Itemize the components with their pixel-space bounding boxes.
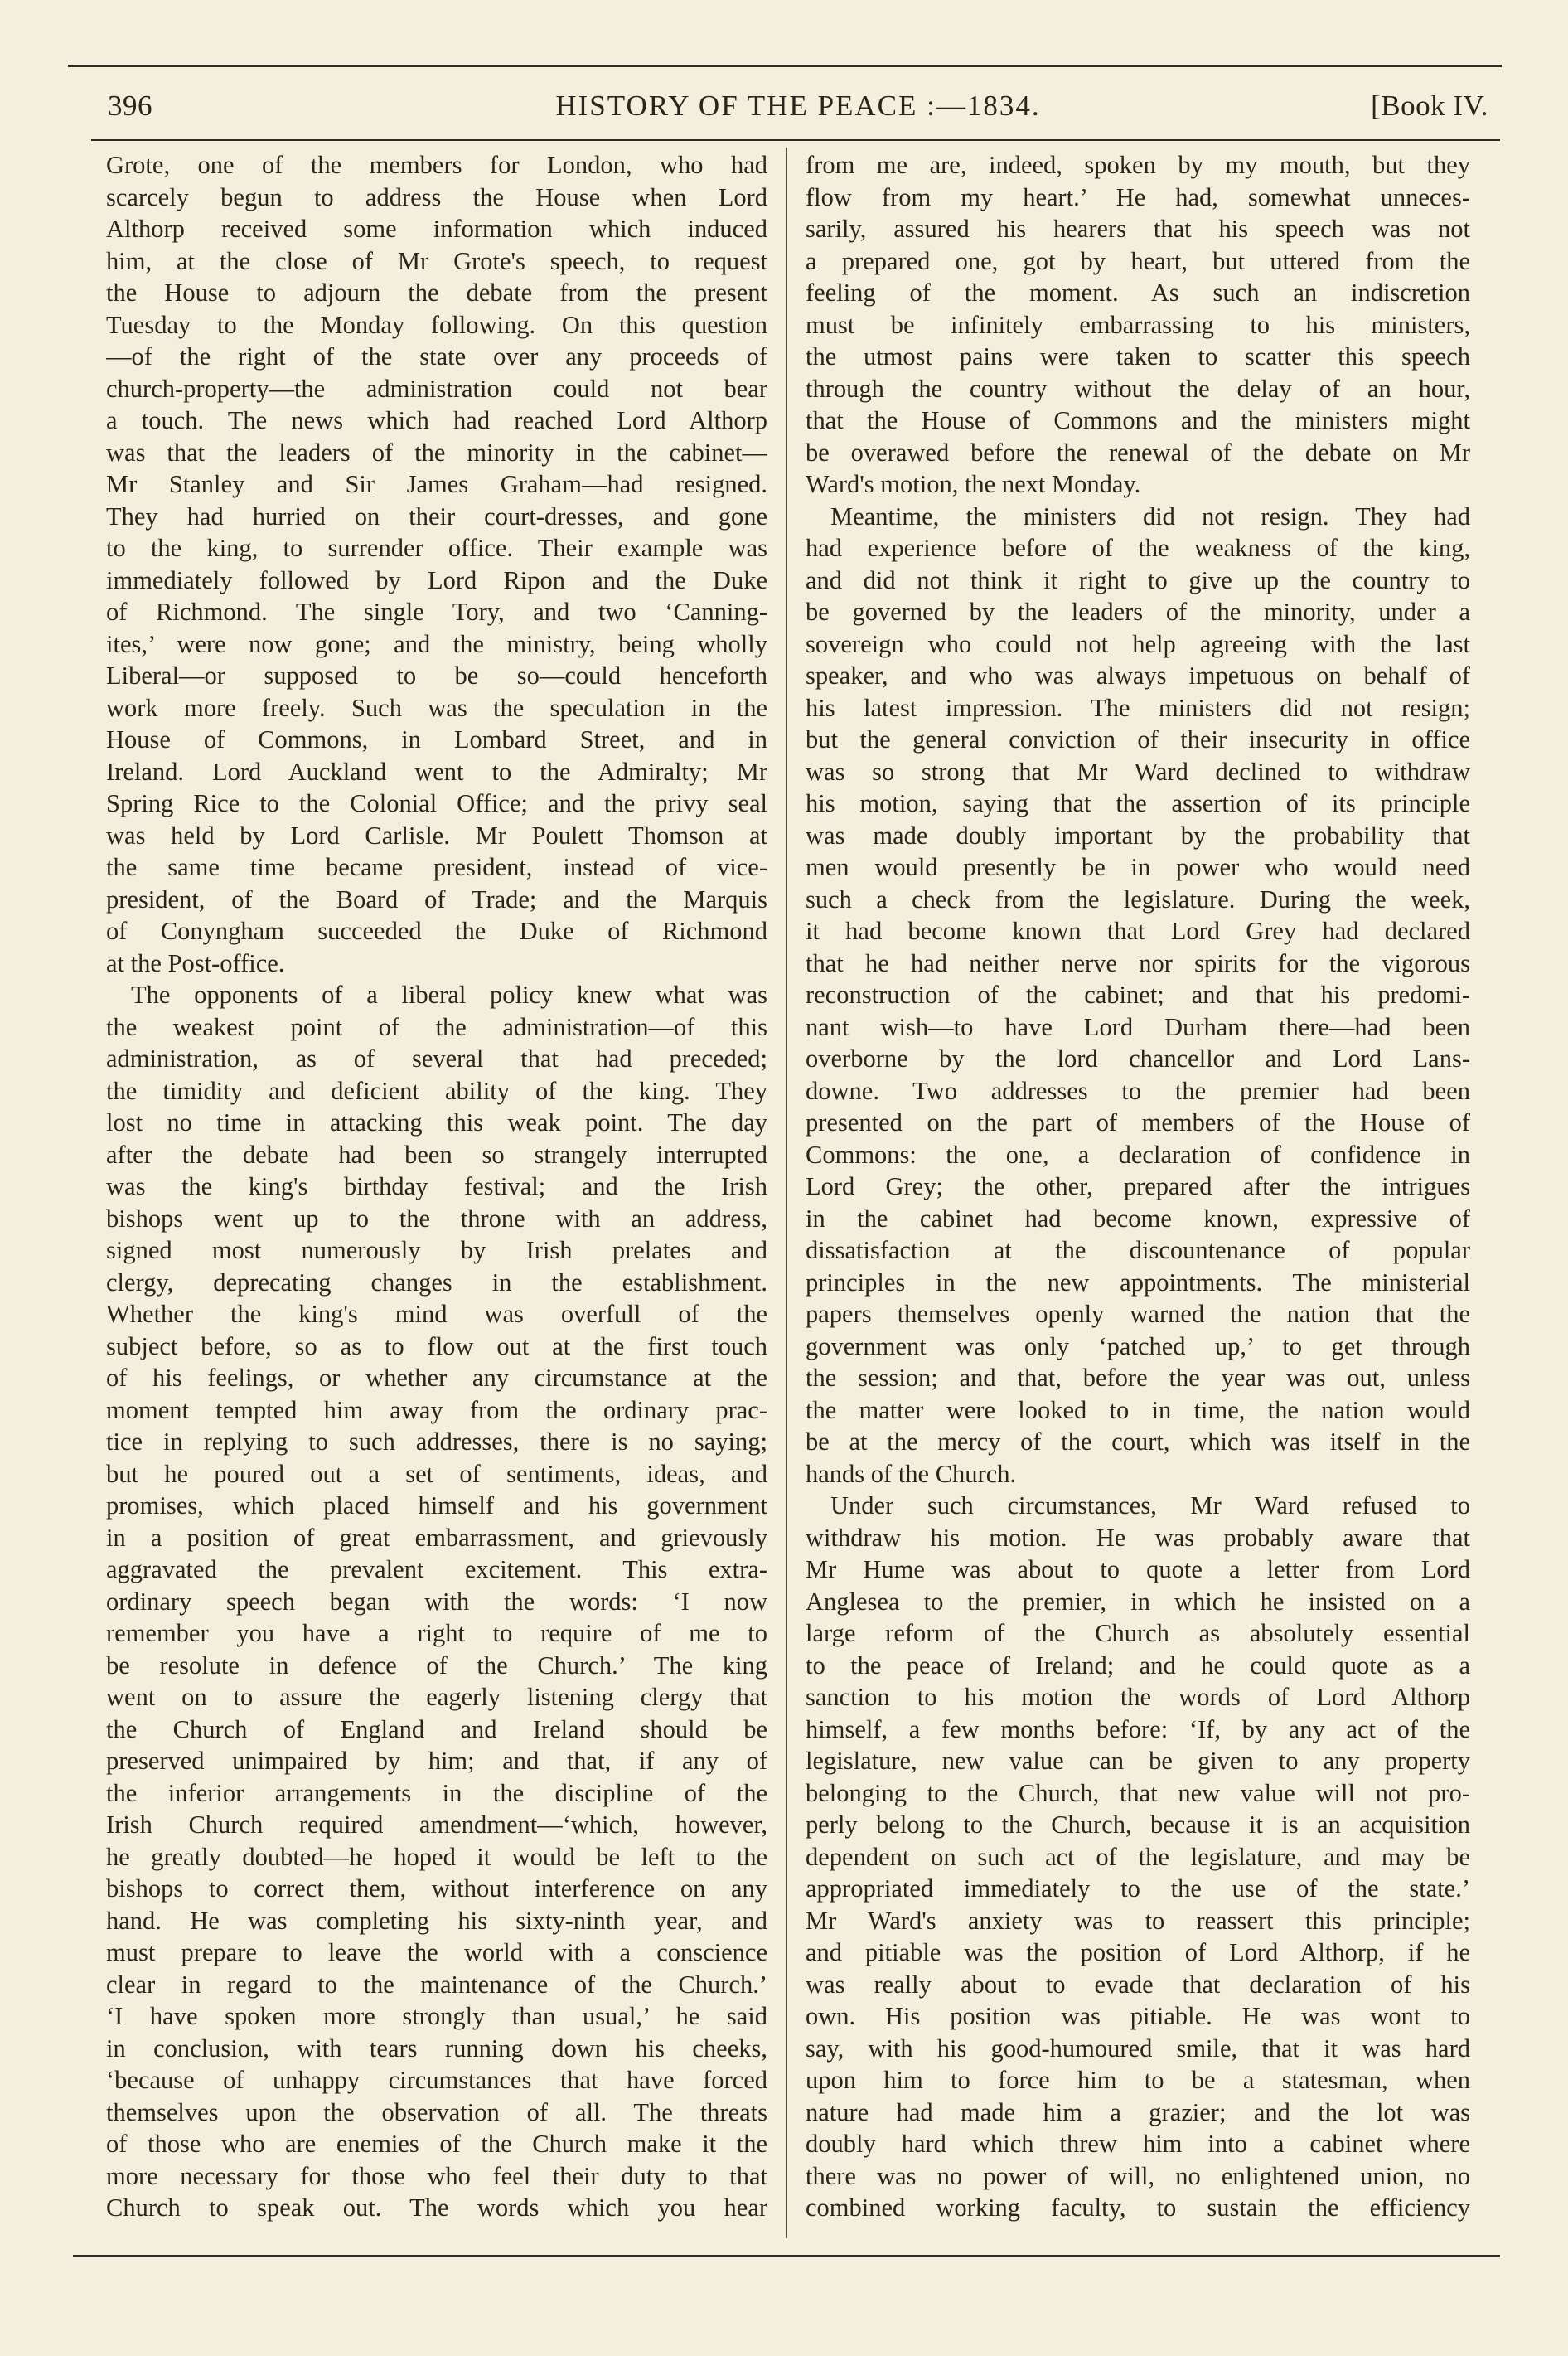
text-line: from me are, indeed, spoken by my mouth, but they bbox=[806, 151, 1470, 179]
text-line: the matter were looked to in time, the nation would bbox=[806, 1395, 1470, 1424]
text-line: Whether the king's mind was overfull of the bbox=[106, 1300, 767, 1328]
text-line: Meantime, the ministers did not resign. They had bbox=[830, 502, 1470, 531]
text-line: be at the mercy of the court, which was itself in the bbox=[806, 1428, 1470, 1456]
text-line: remember you have a right to require of me to bbox=[106, 1619, 767, 1647]
text-line: Mr Hume was about to quote a letter from Lord bbox=[806, 1555, 1470, 1583]
text-line: bishops to correct them, without interference on any bbox=[106, 1874, 767, 1903]
text-line: clergy, deprecating changes in the establishment. bbox=[106, 1268, 767, 1297]
text-line: preserved unimpaired by him; and that, if any of bbox=[106, 1747, 767, 1775]
text-line: flow from my heart.’ He had, somewhat unneces- bbox=[806, 182, 1470, 211]
text-line: say, with his good-humoured smile, that it was hard bbox=[806, 2034, 1470, 2063]
text-line: the utmost pains were taken to scatter this speech bbox=[806, 342, 1470, 371]
text-line: downe. Two addresses to the premier had been bbox=[806, 1076, 1470, 1105]
text-line: in the cabinet had become known, expressive of bbox=[806, 1204, 1470, 1233]
text-line: perly belong to the Church, because it is an acquisition bbox=[806, 1811, 1470, 1839]
text-line: Commons: the one, a declaration of confidence in bbox=[806, 1140, 1470, 1169]
page-number: 396 bbox=[108, 90, 152, 122]
text-line: was made doubly important by the probability that bbox=[806, 821, 1470, 850]
text-line: ‘because of unhappy circumstances that have forced bbox=[106, 2066, 767, 2094]
text-line: must be infinitely embarrassing to his ministers, bbox=[806, 310, 1470, 339]
text-line: in a position of great embarrassment, and grievously bbox=[106, 1523, 767, 1552]
text-line: was that the leaders of the minority in the cabinet— bbox=[106, 438, 767, 467]
text-line: Irish Church required amendment—‘which, however, bbox=[106, 1811, 767, 1839]
text-line: They had hurried on their court-dresses, and gone bbox=[106, 502, 767, 531]
text-line: administration, as of several that had preceded; bbox=[106, 1045, 767, 1073]
text-line: doubly hard which threw him into a cabinet where bbox=[806, 2130, 1470, 2158]
text-line: be overawed before the renewal of the debate on Mr bbox=[806, 438, 1470, 467]
text-line: Mr Ward's anxiety was to reassert this principle; bbox=[806, 1906, 1470, 1935]
text-line: sovereign who could not help agreeing with the last bbox=[806, 629, 1470, 658]
text-line: men would presently be in power who would need bbox=[806, 853, 1470, 881]
text-line: feeling of the moment. As such an indiscretion bbox=[806, 279, 1470, 307]
text-line: hand. He was completing his sixty-ninth year, and bbox=[106, 1906, 767, 1935]
text-line: was the king's birthday festival; and the Irish bbox=[106, 1172, 767, 1200]
text-line: that he had neither nerve nor spirits for the vigorous bbox=[806, 948, 1470, 977]
text-column-right bbox=[806, 149, 1470, 2238]
text-line: of Richmond. The single Tory, and two ‘Canning- bbox=[106, 598, 767, 626]
text-line: bishops went up to the throne with an address, bbox=[106, 1204, 767, 1233]
text-line: it had become known that Lord Grey had declared bbox=[806, 917, 1470, 945]
text-line: aggravated the prevalent excitement. This extra- bbox=[106, 1555, 767, 1583]
text-line: speaker, and who was always impetuous on behalf of bbox=[806, 662, 1470, 690]
text-line: subject before, so as to flow out at the first touch bbox=[106, 1331, 767, 1360]
text-line: lost no time in attacking this weak point. The day bbox=[106, 1108, 767, 1137]
text-line: Grote, one of the members for London, who had bbox=[106, 151, 767, 179]
text-line: more necessary for those who feel their duty to that bbox=[106, 2161, 767, 2190]
text-line: sanction to his motion the words of Lord Althorp bbox=[806, 1683, 1470, 1711]
text-line: belonging to the Church, that new value will not pro- bbox=[806, 1778, 1470, 1807]
text-line: such a check from the legislature. During the week, bbox=[806, 885, 1470, 914]
text-line: Lord Grey; the other, prepared after the intrigues bbox=[806, 1172, 1470, 1200]
text-line: him, at the close of Mr Grote's speech, to request bbox=[106, 246, 767, 275]
text-line: his motion, saying that the assertion of its principle bbox=[806, 789, 1470, 817]
text-line: tice in replying to such addresses, there is no saying; bbox=[106, 1428, 767, 1456]
text-line: his latest impression. The ministers did not resign; bbox=[806, 693, 1470, 722]
text-line: own. His position was pitiable. He was wont to bbox=[806, 2002, 1470, 2030]
text-line: church-property—the administration could not bear bbox=[106, 374, 767, 403]
text-line: in conclusion, with tears running down his cheeks, bbox=[106, 2034, 767, 2063]
text-line: president, of the Board of Trade; and the Marquis bbox=[106, 885, 767, 914]
text-line: Under such circumstances, Mr Ward refused to bbox=[830, 1491, 1470, 1520]
text-line: Ireland. Lord Auckland went to the Admiralty; Mr bbox=[106, 757, 767, 786]
text-line: that the House of Commons and the ministers might bbox=[806, 406, 1470, 434]
text-line: had experience before of the weakness of the king, bbox=[806, 534, 1470, 562]
text-line: the inferior arrangements in the discipline of the bbox=[106, 1778, 767, 1807]
text-line: and pitiable was the position of Lord Althorp, if he bbox=[806, 1938, 1470, 1966]
text-line: a touch. The news which had reached Lord Althorp bbox=[106, 406, 767, 434]
text-line: nant wish—to have Lord Durham there—had been bbox=[806, 1012, 1470, 1041]
text-line: ites,’ were now gone; and the ministry, being wholly bbox=[106, 629, 767, 658]
text-line: presented on the part of members of the House of bbox=[806, 1108, 1470, 1137]
text-line: Ward's motion, the next Monday. bbox=[806, 470, 1141, 498]
text-line: and did not think it right to give up the country to bbox=[806, 565, 1470, 594]
text-line: Mr Stanley and Sir James Graham—had resigned. bbox=[106, 470, 767, 498]
text-line: there was no power of will, no enlightened union, no bbox=[806, 2161, 1470, 2190]
text-line: of those who are enemies of the Church make it the bbox=[106, 2130, 767, 2158]
text-line: ‘I have spoken more strongly than usual,’ he said bbox=[106, 2002, 767, 2030]
text-line: went on to assure the eagerly listening clergy that bbox=[106, 1683, 767, 1711]
text-line: themselves upon the observation of all. The threats bbox=[106, 2097, 767, 2126]
text-line: the session; and that, before the year was out, unless bbox=[806, 1364, 1470, 1392]
text-line: be resolute in defence of the Church.’ The king bbox=[106, 1651, 767, 1680]
text-line: appropriated immediately to the use of the state.’ bbox=[806, 1874, 1470, 1903]
text-line: immediately followed by Lord Ripon and the Duke bbox=[106, 565, 767, 594]
text-line: sarily, assured his hearers that his speech was not bbox=[806, 215, 1470, 243]
book-label: [Book IV. bbox=[1371, 90, 1488, 122]
text-column-left bbox=[106, 149, 767, 2238]
text-line: promises, which placed himself and his government bbox=[106, 1491, 767, 1520]
text-line: Anglesea to the premier, in which he insisted on a bbox=[806, 1587, 1470, 1616]
text-line: clear in regard to the maintenance of the Church.’ bbox=[106, 1970, 767, 1999]
text-line: the Church of England and Ireland should be bbox=[106, 1714, 767, 1743]
text-line: moment tempted him away from the ordinary prac- bbox=[106, 1395, 767, 1424]
text-line: —of the right of the state over any proceeds of bbox=[106, 342, 767, 371]
text-line: be governed by the leaders of the minority, under a bbox=[806, 598, 1470, 626]
bottom-rule bbox=[73, 2255, 1500, 2257]
text-line: principles in the new appointments. The ministerial bbox=[806, 1268, 1470, 1297]
text-line: work more freely. Such was the speculation in the bbox=[106, 693, 767, 722]
text-line: but he poured out a set of sentiments, ideas, and bbox=[106, 1459, 767, 1488]
text-line: of Conyngham succeeded the Duke of Richmond bbox=[106, 917, 767, 945]
text-line: reconstruction of the cabinet; and that his predomi- bbox=[806, 981, 1470, 1009]
text-line: the weakest point of the administration—of this bbox=[106, 1012, 767, 1041]
running-header bbox=[108, 90, 1488, 131]
column-divider bbox=[786, 148, 787, 2238]
text-line: of his feelings, or whether any circumstance at the bbox=[106, 1364, 767, 1392]
text-line: at the Post-office. bbox=[106, 948, 285, 977]
text-line: hands of the Church. bbox=[806, 1459, 1017, 1488]
text-line: ordinary speech began with the words: ‘I now bbox=[106, 1587, 767, 1616]
text-line: a prepared one, got by heart, but uttered from the bbox=[806, 246, 1470, 275]
text-line: the same time became president, instead of vice- bbox=[106, 853, 767, 881]
text-line: to the peace of Ireland; and he could quote as a bbox=[806, 1651, 1470, 1680]
text-line: Church to speak out. The words which you hear bbox=[106, 2194, 767, 2222]
text-line: must prepare to leave the world with a conscience bbox=[106, 1938, 767, 1966]
text-line: but the general conviction of their insecurity in office bbox=[806, 725, 1470, 754]
text-line: withdraw his motion. He was probably aware that bbox=[806, 1523, 1470, 1552]
text-line: was held by Lord Carlisle. Mr Poulett Thomson at bbox=[106, 821, 767, 850]
text-line: he greatly doubted—he hoped it would be left to the bbox=[106, 1842, 767, 1871]
text-line: dependent on such act of the legislature, and may be bbox=[806, 1842, 1470, 1871]
text-line: House of Commons, in Lombard Street, and in bbox=[106, 725, 767, 754]
text-line: dissatisfaction at the discountenance of popular bbox=[806, 1236, 1470, 1264]
text-line: Althorp received some information which induced bbox=[106, 215, 767, 243]
text-line: papers themselves openly warned the nation that the bbox=[806, 1300, 1470, 1328]
text-line: through the country without the delay of an hour, bbox=[806, 374, 1470, 403]
text-line: overborne by the lord chancellor and Lord Lans- bbox=[806, 1045, 1470, 1073]
text-line: after the debate had been so strangely interrupted bbox=[106, 1140, 767, 1169]
text-line: himself, a few months before: ‘If, by any act of the bbox=[806, 1714, 1470, 1743]
text-line: scarcely begun to address the House when Lord bbox=[106, 182, 767, 211]
text-line: Tuesday to the Monday following. On this question bbox=[106, 310, 767, 339]
text-line: Liberal—or supposed to be so—could henceforth bbox=[106, 662, 767, 690]
top-rule bbox=[68, 65, 1502, 67]
running-title: HISTORY OF THE PEACE :—1834. bbox=[555, 90, 1041, 122]
text-line: signed most numerously by Irish prelates and bbox=[106, 1236, 767, 1264]
text-line: The opponents of a liberal policy knew what was bbox=[131, 981, 767, 1009]
text-line: government was only ‘patched up,’ to get through bbox=[806, 1331, 1470, 1360]
text-line: legislature, new value can be given to any property bbox=[806, 1747, 1470, 1775]
text-line: was so strong that Mr Ward declined to withdraw bbox=[806, 757, 1470, 786]
text-line: the House to adjourn the debate from the present bbox=[106, 279, 767, 307]
text-line: the timidity and deficient ability of the king. They bbox=[106, 1076, 767, 1105]
text-line: was really about to evade that declaration of his bbox=[806, 1970, 1470, 1999]
header-rule bbox=[91, 139, 1500, 141]
text-line: combined working faculty, to sustain the efficiency bbox=[806, 2194, 1470, 2222]
text-line: upon him to force him to be a statesman, when bbox=[806, 2066, 1470, 2094]
text-line: to the king, to surrender office. Their example was bbox=[106, 534, 767, 562]
text-line: nature had made him a grazier; and the lot was bbox=[806, 2097, 1470, 2126]
text-line: large reform of the Church as absolutely essential bbox=[806, 1619, 1470, 1647]
text-line: Spring Rice to the Colonial Office; and the privy seal bbox=[106, 789, 767, 817]
